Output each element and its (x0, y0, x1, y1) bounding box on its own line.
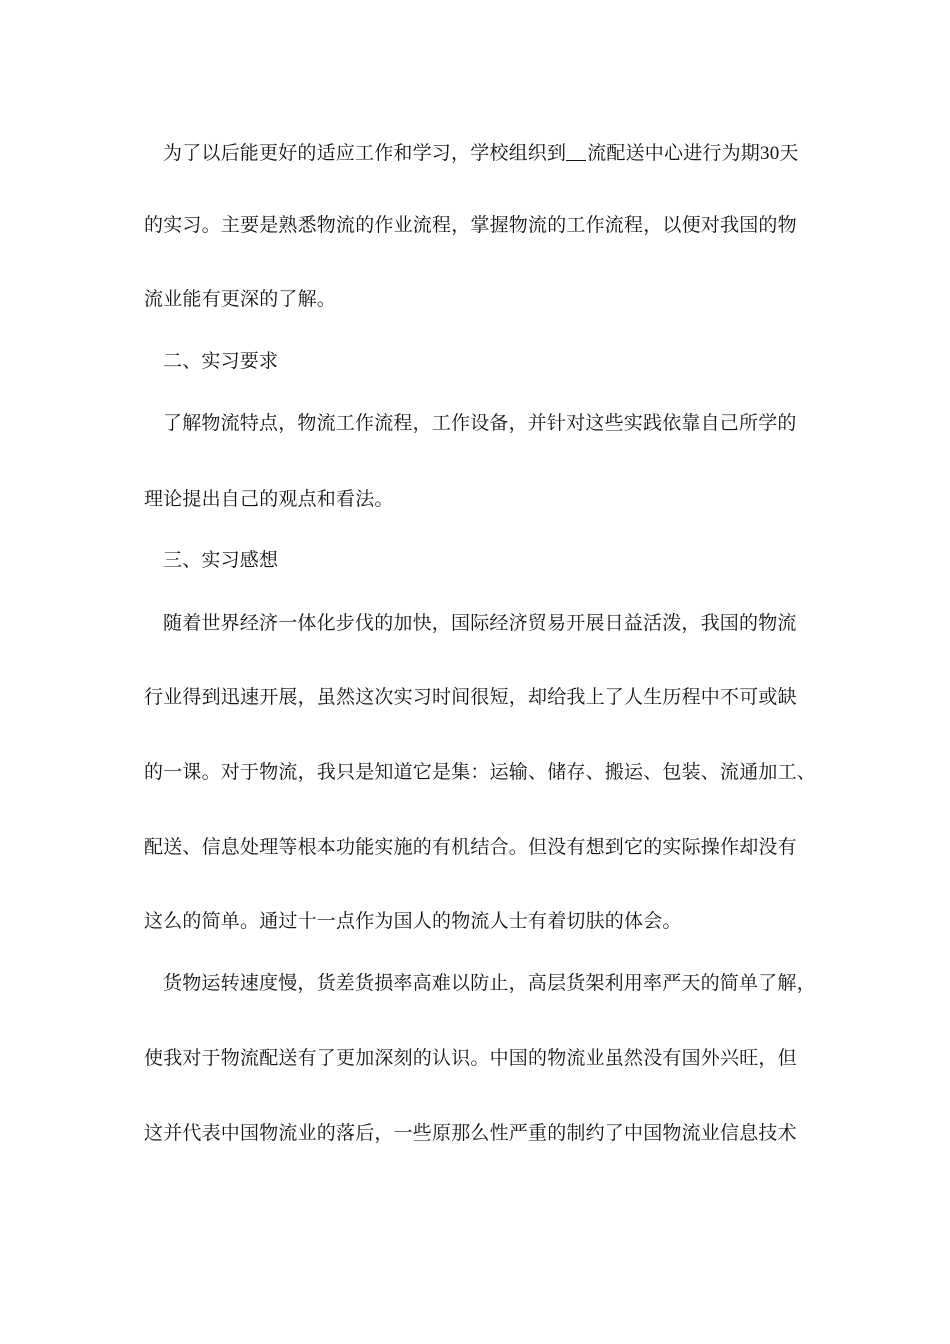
paragraph-3-line-4: 配送、信息处理等根本功能实施的有机结合。但没有想到它的实际操作却没有 (144, 836, 797, 858)
days-number: 30 (760, 143, 780, 164)
paragraph-1-line-3: 流业能有更深的了解。 (144, 288, 337, 310)
fill-in-blank (566, 140, 586, 161)
paragraph-3-line-5: 这么的简单。通过十一点作为国人的物流人士有着切肤的体会。 (144, 910, 682, 932)
section-heading-requirements: 二、实习要求 (163, 350, 279, 372)
paragraph-2-line-2: 理论提出自己的观点和看法。 (144, 488, 394, 510)
paragraph-1-line-1 (163, 140, 799, 166)
paragraph-3-line-1: 随着世界经济一体化步伐的加快，国际经济贸易开展日益活泼，我国的物流 (163, 612, 797, 634)
paragraph-1-line-2: 的实习。主要是熟悉物流的作业流程，掌握物流的工作流程，以便对我国的物 (144, 214, 797, 236)
text-segment: 天 (779, 142, 799, 164)
text-segment: 为了以后能更好的适应工作和学习，学校组织到 (163, 142, 567, 164)
paragraph-4-line-3: 这并代表中国物流业的落后，一些原那么性严重的制约了中国物流业信息技术 (144, 1122, 797, 1144)
section-heading-reflections: 三、实习感想 (163, 549, 279, 571)
text-segment: 流配送中心进行为期 (587, 142, 761, 164)
paragraph-3-line-2: 行业得到迅速开展，虽然这次实习时间很短，却给我上了人生历程中不可或缺 (144, 686, 797, 708)
paragraph-3-line-3: 的一课。对于物流，我只是知道它是集：运输、储存、搬运、包装、流通加工、 (144, 761, 817, 783)
paragraph-4-line-2: 使我对于物流配送有了更加深刻的认识。中国的物流业虽然没有国外兴旺，但 (144, 1047, 797, 1069)
paragraph-2-line-1: 了解物流特点，物流工作流程，工作设备，并针对这些实践依靠自己所学的 (163, 412, 797, 434)
paragraph-4-line-1: 货物运转速度慢，货差货损率高难以防止，高层货架利用率严天的简单了解， (163, 972, 816, 994)
